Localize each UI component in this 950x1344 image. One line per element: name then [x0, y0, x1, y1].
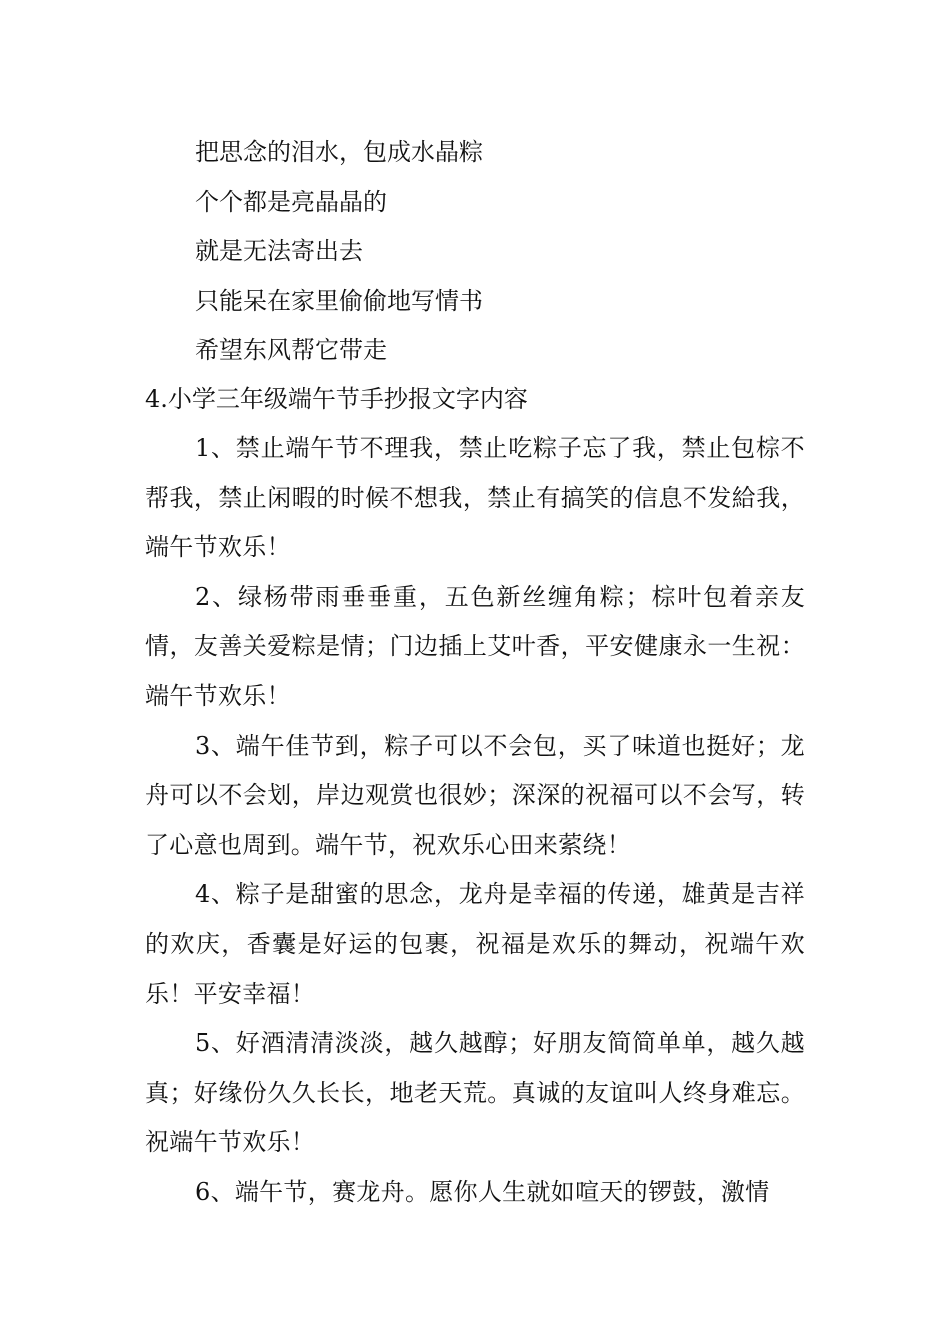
- section-heading: 4.小学三年级端午节手抄报文字内容: [145, 385, 528, 413]
- poem-line: 把思念的泪水，包成水晶粽: [195, 138, 483, 166]
- poem-line: 只能呆在家里偷偷地写情书: [195, 286, 483, 315]
- paragraph-4: 4、粽子是甜蜜的思念，龙舟是幸福的传递，雄黄是吉祥的欢庆，香囊是好运的包裹，祝福是欢乐的舞动，祝端午欢乐！平安幸福！: [145, 880, 805, 1008]
- paragraph-3: 3、端午佳节到，粽子可以不会包，买了味道也挺好；龙舟可以不会划，岸边观赏也很妙；深深的祝福可以不会写，转了心意也周到。端午节，祝欢乐心田来萦绕！: [145, 731, 805, 859]
- paragraph-5: 5、好酒清清淡淡，越久越醇；好朋友简简单单，越久越真；好缘份久久长长，地老天荒。真诚的友谊叫人终身难忘。祝端午节欢乐！: [145, 1029, 805, 1157]
- poem-lines: [195, 128, 483, 376]
- poem-line: 就是无法寄出去: [195, 237, 363, 266]
- paragraph-6: 6、端午节，赛龙舟。愿你人生就如喧天的锣鼓，激情: [195, 1177, 770, 1206]
- body-text: [145, 424, 805, 1218]
- paragraph-1: 1、禁止端午节不理我，禁止吃粽子忘了我，禁止包棕不帮我，禁止闲暇的时候不想我，禁止有搞笑的信息不发給我，端午节欢乐！: [145, 434, 805, 562]
- paragraph-2: 2、绿杨带雨垂垂重，五色新丝缠角粽；棕叶包着亲友情，友善关爱粽是情；门边插上艾叶香，平安健康永一生祝：端午节欢乐！: [145, 582, 805, 710]
- poem-line: 个个都是亮晶晶的: [195, 187, 387, 216]
- poem-line: 希望东风帮它带走: [195, 336, 387, 365]
